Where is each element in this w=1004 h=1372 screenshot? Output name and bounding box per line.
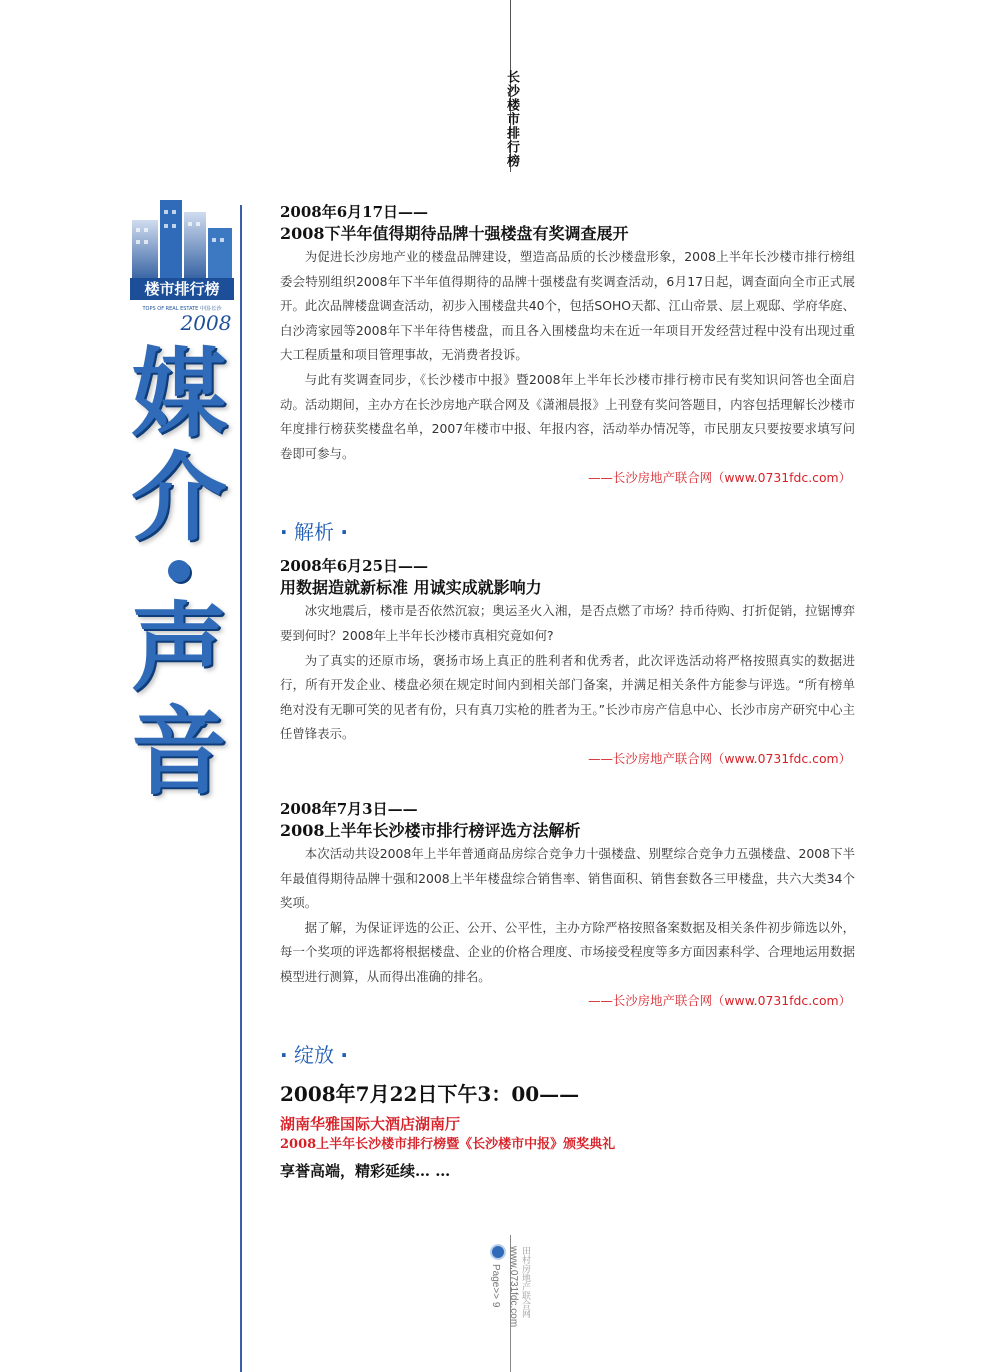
article-paragraph: 冰灾地震后，楼市是否依然沉寂；奥运圣火入湘，是否点燃了市场？持币待购、打折促销，拉锯博弈要到何时？2008年上半年长沙楼市真相究竟如何? bbox=[280, 603, 855, 643]
section-heading-label: 绽放 bbox=[293, 1043, 334, 1068]
section-heading-label: 解析 bbox=[293, 520, 334, 545]
event-tagline: 享誉高端，精彩延续… … bbox=[280, 1162, 451, 1181]
building-logo-graphic bbox=[128, 198, 236, 338]
big-title-char: 介 bbox=[131, 441, 227, 554]
article-paragraph: 与此有奖调查同步，《长沙楼市中报》暨2008年上半年长沙楼市排行榜市民有奖知识问答也全面启动。活动期间，主办方在长沙房地产联合网及《潇湘晨报》上刊登有奖问答题目，内容包括理解长沙楼市年度排行榜获奖楼盘名单，2007年楼市中报、年报内容，活动举办情况等，市民朋友只要按要求填写问卷即可参与。 bbox=[280, 371, 855, 461]
event-ceremony: 2008上半年长沙楼市排行榜暨《长沙楼市中报》颁奖典礼 bbox=[280, 1137, 616, 1153]
article bbox=[280, 556, 855, 771]
section-heading-analysis: · 解析 · bbox=[280, 520, 348, 545]
event-date: 2008年7月22日下午3：00—— bbox=[280, 1082, 580, 1107]
event-block bbox=[280, 1079, 855, 1185]
article-date: 2008年6月25日—— bbox=[280, 557, 429, 576]
left-divider-line bbox=[240, 205, 242, 1372]
article bbox=[280, 799, 855, 1014]
logo-main-text: 楼市排行榜 bbox=[144, 280, 220, 298]
article-source: ——长沙房地产联合网（www.0731fdc.com） bbox=[588, 470, 851, 486]
page-marker-icon bbox=[490, 1244, 506, 1260]
article-paragraph: 为了真实的还原市场，褒扬市场上真正的胜利者和优秀者，此次评选活动将严格按照真实的数据进行，所有开发企业、楼盘必须在规定时间内到相关部门备案，并满足相关条件方能参与评选。“所有榜单绝对没有无聊可笑的见者有份，只有真刀实枪的胜者为王。”长沙市房产信息中心、长沙市房产研究中心主任曾锋表示。 bbox=[280, 652, 855, 742]
logo-sub-text: TOPS OF REAL ESTATE 中国·长沙 bbox=[142, 306, 222, 312]
topbuilding-logo bbox=[128, 198, 236, 338]
article-date: 2008年7月3日—— bbox=[280, 799, 418, 818]
big-title-char: 音 bbox=[131, 695, 227, 808]
page-number: Page>> 9 bbox=[490, 1264, 501, 1308]
big-title-dot bbox=[168, 560, 190, 582]
article-paragraph: 据了解，为保证评选的公正、公开、公平性，主办方除严格按照备案数据及相关条件初步筛选以外，每一个奖项的评选都将根据楼盘、企业的价格合理度、市场接受程度等多方面因素科学、合理地运用数据模型进行测算，从而得出准确的排名。 bbox=[280, 919, 855, 984]
article-date: 2008年6月17日—— bbox=[280, 203, 429, 221]
article-title: 2008上半年长沙楼市排行榜评选方法解析 bbox=[280, 820, 581, 840]
section-big-title bbox=[125, 337, 233, 808]
article bbox=[280, 202, 855, 490]
running-head: 长沙楼市排行榜 bbox=[505, 70, 520, 168]
footer-tag: 田村房地产联合网 bbox=[521, 1246, 531, 1318]
big-title-char: 声 bbox=[131, 591, 227, 704]
footer-url: www.0731fdc.com bbox=[508, 1246, 519, 1328]
article-title: 用数据造就新标准 用诚实成就影响力 bbox=[280, 578, 542, 598]
logo-year: 2008 bbox=[180, 311, 232, 335]
page-footer bbox=[482, 1240, 542, 1360]
main-content bbox=[280, 202, 855, 1185]
article-title: 2008下半年值得期待品牌十强楼盘有奖调查展开 bbox=[280, 224, 629, 243]
article-paragraph: 为促进长沙房地产业的楼盘品牌建设，塑造高品质的长沙楼盘形象，2008上半年长沙楼市排行榜组委会特别组织2008年下半年值得期待的品牌十强楼盘有奖调查活动，6月17日起，调查面向全市正式展开。此次品牌楼盘调查活动，初步入围楼盘共40个，包括SOHO天都、江山帝景、层上观邸、学府华庭、白沙湾家园等2008年下半年待售楼盘，而且各入围楼盘均未在近一年项目开发经营过程中没有出现过重大工程质量和项目管理事故，无消费者投诉。 bbox=[280, 249, 855, 363]
article-source: ——长沙房地产联合网（www.0731fdc.com） bbox=[588, 750, 851, 766]
event-venue: 湖南华雅国际大酒店湖南厅 bbox=[280, 1115, 461, 1134]
big-title-char: 媒 bbox=[131, 337, 227, 450]
article-source: ——长沙房地产联合网（www.0731fdc.com） bbox=[588, 993, 851, 1009]
section-heading-bloom: · 绽放 · bbox=[280, 1043, 348, 1068]
article-paragraph: 本次活动共设2008年上半年普通商品房综合竞争力十强楼盘、别墅综合竞争力五强楼盘、2008下半年最值得期待品牌十强和2008上半年楼盘综合销售率、销售面积、销售套数各三甲楼盘，共六大类34个奖项。 bbox=[280, 845, 855, 911]
